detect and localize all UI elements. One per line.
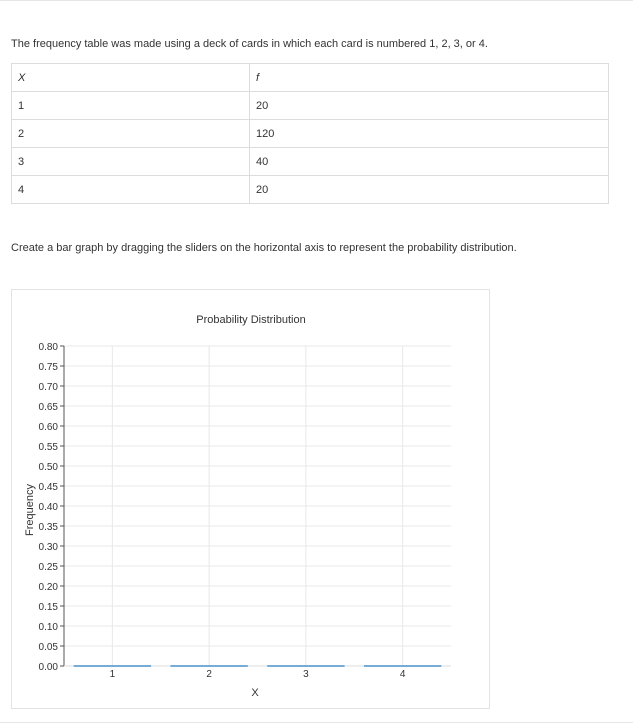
y-tick-label: 0.00 (38, 662, 58, 673)
y-tick-label: 0.55 (38, 442, 58, 453)
y-tick-label: 0.45 (38, 482, 58, 493)
y-axis-label: Frequency (24, 484, 36, 536)
table-cell-f: 20 (250, 92, 609, 120)
top-divider (0, 0, 633, 1)
column-header-f: f (250, 64, 609, 92)
table-cell-f: 120 (250, 120, 609, 148)
table-header-row (12, 64, 609, 92)
y-tick-label: 0.40 (38, 502, 58, 513)
y-tick-label: 0.20 (38, 582, 58, 593)
x-tick-label: 1 (109, 669, 116, 680)
table-row (12, 120, 609, 148)
table-cell-x: 4 (12, 176, 250, 204)
y-tick-label: 0.50 (38, 462, 58, 473)
instruction-text: Create a bar graph by dragging the sliders on the horizontal axis to represent the probability distribution. (11, 242, 517, 254)
x-tick-label: 4 (399, 669, 406, 680)
frequency-table (11, 63, 609, 204)
table-cell-x: 3 (12, 148, 250, 176)
chart-title: Probability Distribution (196, 314, 306, 326)
column-header-x: X (12, 64, 250, 92)
y-tick-label: 0.30 (38, 542, 58, 553)
y-tick-label: 0.60 (38, 422, 58, 433)
chart-panel (11, 289, 490, 709)
table-cell-f: 20 (250, 176, 609, 204)
y-tick-label: 0.75 (38, 362, 58, 373)
bar-chart (12, 290, 489, 708)
table-row (12, 176, 609, 204)
table-row (12, 148, 609, 176)
y-tick-label: 0.25 (38, 562, 58, 573)
y-tick-label: 0.35 (38, 522, 58, 533)
y-tick-label: 0.15 (38, 602, 58, 613)
table-cell-x: 1 (12, 92, 250, 120)
table-row (12, 92, 609, 120)
y-tick-label: 0.10 (38, 622, 58, 633)
x-tick-label: 3 (303, 669, 309, 680)
y-axis (39, 342, 64, 673)
y-tick-label: 0.70 (38, 382, 58, 393)
bottom-divider (0, 722, 633, 723)
y-tick-label: 0.65 (38, 402, 58, 413)
x-axis-label: X (251, 687, 259, 699)
x-axis (64, 666, 451, 680)
question-text: The frequency table was made using a deck of cards in which each card is numbered 1, 2, 3, or 4. (11, 38, 488, 50)
table-cell-f: 40 (250, 148, 609, 176)
table-cell-x: 2 (12, 120, 250, 148)
y-tick-label: 0.05 (38, 642, 58, 653)
grid (64, 346, 451, 666)
x-tick-label: 2 (206, 669, 212, 680)
y-tick-label: 0.80 (38, 342, 58, 353)
